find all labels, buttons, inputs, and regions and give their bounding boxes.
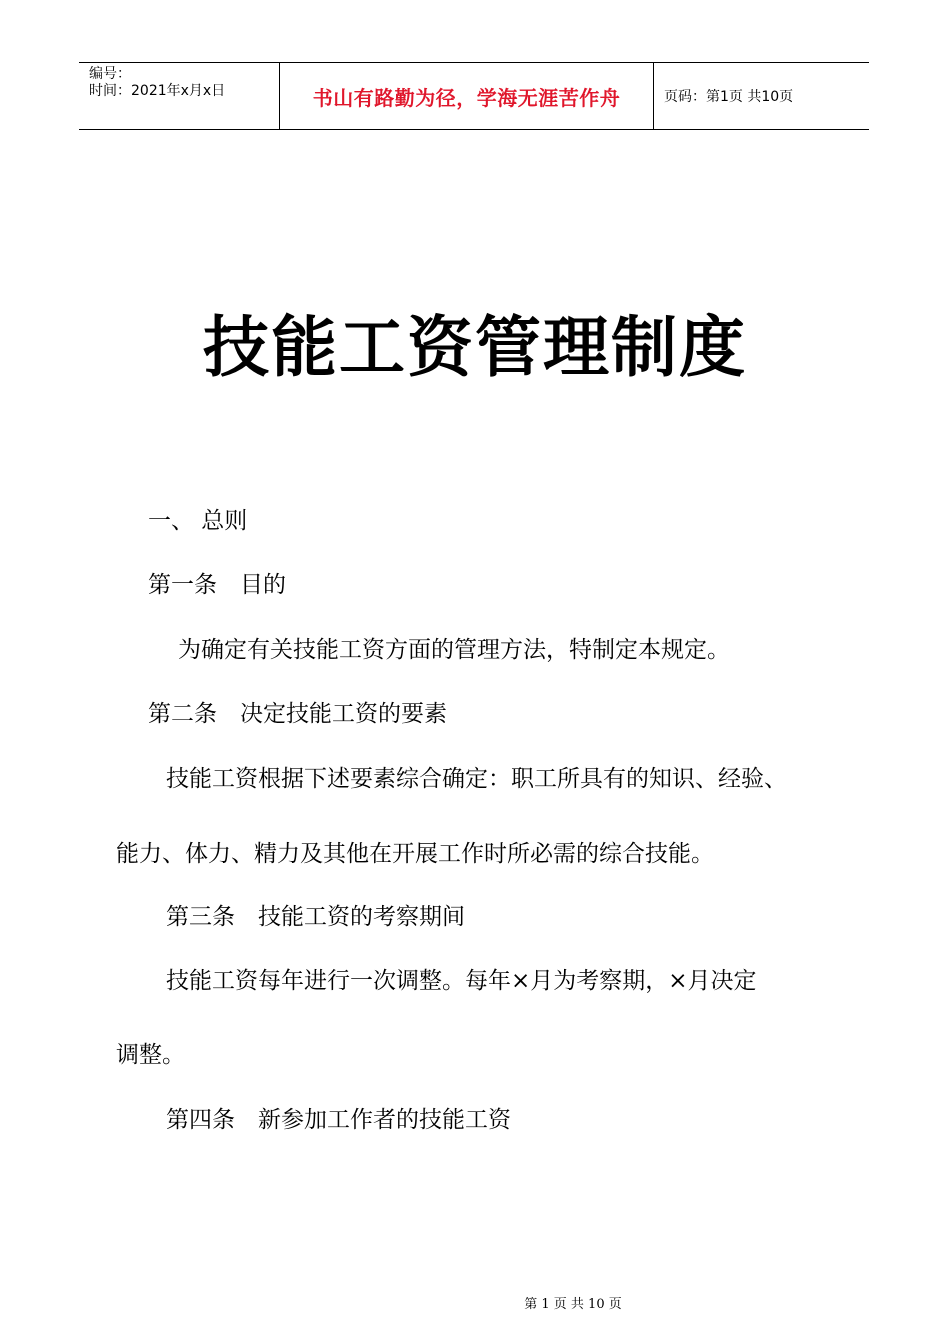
article-heading: 第四条 新参加工作者的技能工资 [166,1107,511,1133]
paragraph: 为确定有关技能工资方面的管理方法，特制定本规定。 [178,637,730,663]
paragraph: 技能工资每年进行一次调整。每年×月为考察期，×月决定 [166,968,757,994]
document-title: 技能工资管理制度 [203,309,747,386]
paragraph: 调整。 [116,1042,185,1068]
header-meta [79,63,280,129]
article-heading: 第一条 目的 [148,572,286,598]
page-header [79,62,869,130]
paragraph: 技能工资根据下述要素综合确定：职工所具有的知识、经验、 [166,766,787,792]
document-date: 时间：2021年x月x日 [89,83,226,99]
header-page-info: 页码：第1页 共10页 [664,89,794,105]
article-heading: 第三条 技能工资的考察期间 [166,904,465,930]
paragraph: 能力、体力、精力及其他在开展工作时所必需的综合技能。 [116,841,714,867]
section-heading: 一、 总则 [148,508,248,534]
page-footer: 第 1 页 共 10 页 [524,1297,622,1312]
document-number: 编号： [89,66,131,82]
header-motto: 书山有路勤为径，学海无涯苦作舟 [280,63,654,129]
article-heading: 第二条 决定技能工资的要素 [148,701,447,727]
